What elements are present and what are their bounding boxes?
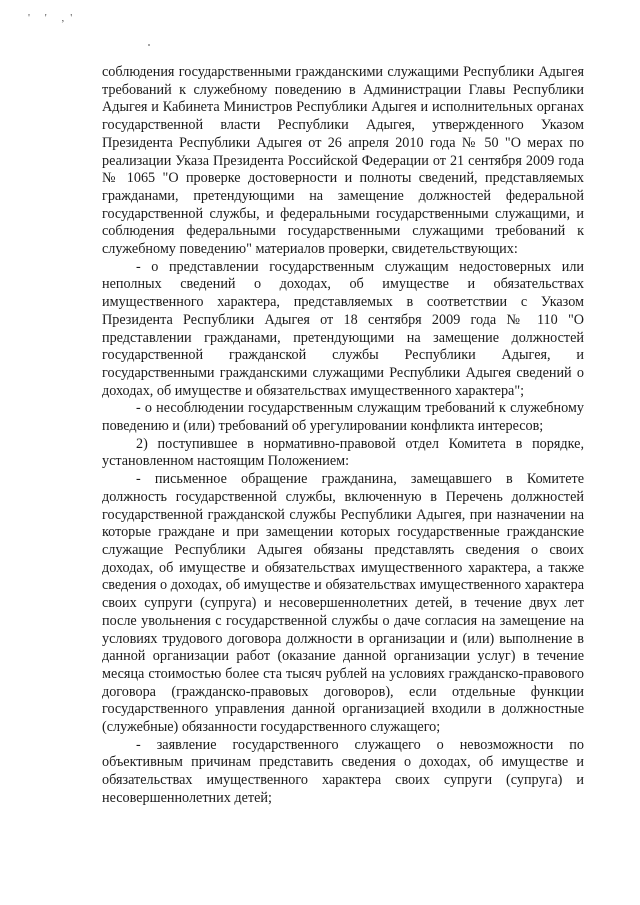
- paragraph-bullet-conduct-violation: - о несоблюдении государственным служащим требований к служебному поведению и (или) требований об урегулировании конфликта интересов;: [102, 400, 584, 435]
- paragraph-bullet-statement: - заявление государственного служащего о невозможности по объективным причинам представить сведения о доходах, об имуществе и обязательствах имущественного характера своих супруги (супруга) и несовершеннолетних детей;: [102, 736, 584, 806]
- paragraph-bullet-incomplete-info: - о представлении государственным служащим недостоверных или неполных сведений о доходах, об имуществе и обязательствах имущественного характера, представляемых в соответствии с Указом Президента Республики Адыгея от 18 сентября 2009 года № 110 "О представлении гражданами, претендующими на замещение должностей государственной гражданской службы Республики Адыгея, и государственными гражданскими служащими Республики Адыгея сведений о доходах, об имуществе и обязательствах имущественного характера";: [102, 258, 584, 399]
- paragraph-bullet-written-appeal: - письменное обращение гражданина, замещавшего в Комитете должность государственной службы, включенную в Перечень должностей государственной гражданской службы Республики Адыгея, при назначении на которые граждане и при замещении которых государственные гражданские служащие Республики Адыгея обязаны представлять сведения о своих доходах, об имуществе и обязательствах имущественного характера, а также сведения о доходах, об имуществе и обязательствах имущественного характера своих супруги (супруга) и несовершеннолетних детей, в течение двух лет после увольнения с государственной службы о даче согласия на замещение на условиях трудового договора должности в организации и (или) выполнение в данной организации работ (оказание данной организации услуг) в течение месяца стоимостью более ста тысяч рублей на условиях гражданско-правового договора (гражданско-правовых договоров), если отдельные функции государственного управления данной организацией входили в должностные (служебные) обязанности государственного служащего;: [102, 471, 584, 736]
- scan-corner-mark: ' ' ,': [28, 12, 79, 24]
- paragraph-item-2: 2) поступившее в нормативно-правовой отдел Комитета в порядке, установленном настоящим Положением:: [102, 435, 584, 470]
- scan-dot-mark: [148, 44, 150, 46]
- paragraph-intro: соблюдения государственными гражданскими служащими Республики Адыгея требований к служебному поведению в Администрации Главы Республики Адыгея и Кабинета Министров Республики Адыгея и исполнительных органах государственной власти Республики Адыгея, утвержденного Указом Президента Республики Адыгея от 26 апреля 2010 года № 50 "О мерах по реализации Указа Президента Российской Федерации от 21 сентября 2009 года № 1065 "О проверке достоверности и полноты сведений, представляемых гражданами, претендующими на замещение должностей федеральной государственной службы, и федеральными государственными служащими, и соблюдения федеральными государственными служащими требований к служебному поведению" материалов проверки, свидетельствующих:: [102, 64, 584, 258]
- document-body: [102, 64, 584, 808]
